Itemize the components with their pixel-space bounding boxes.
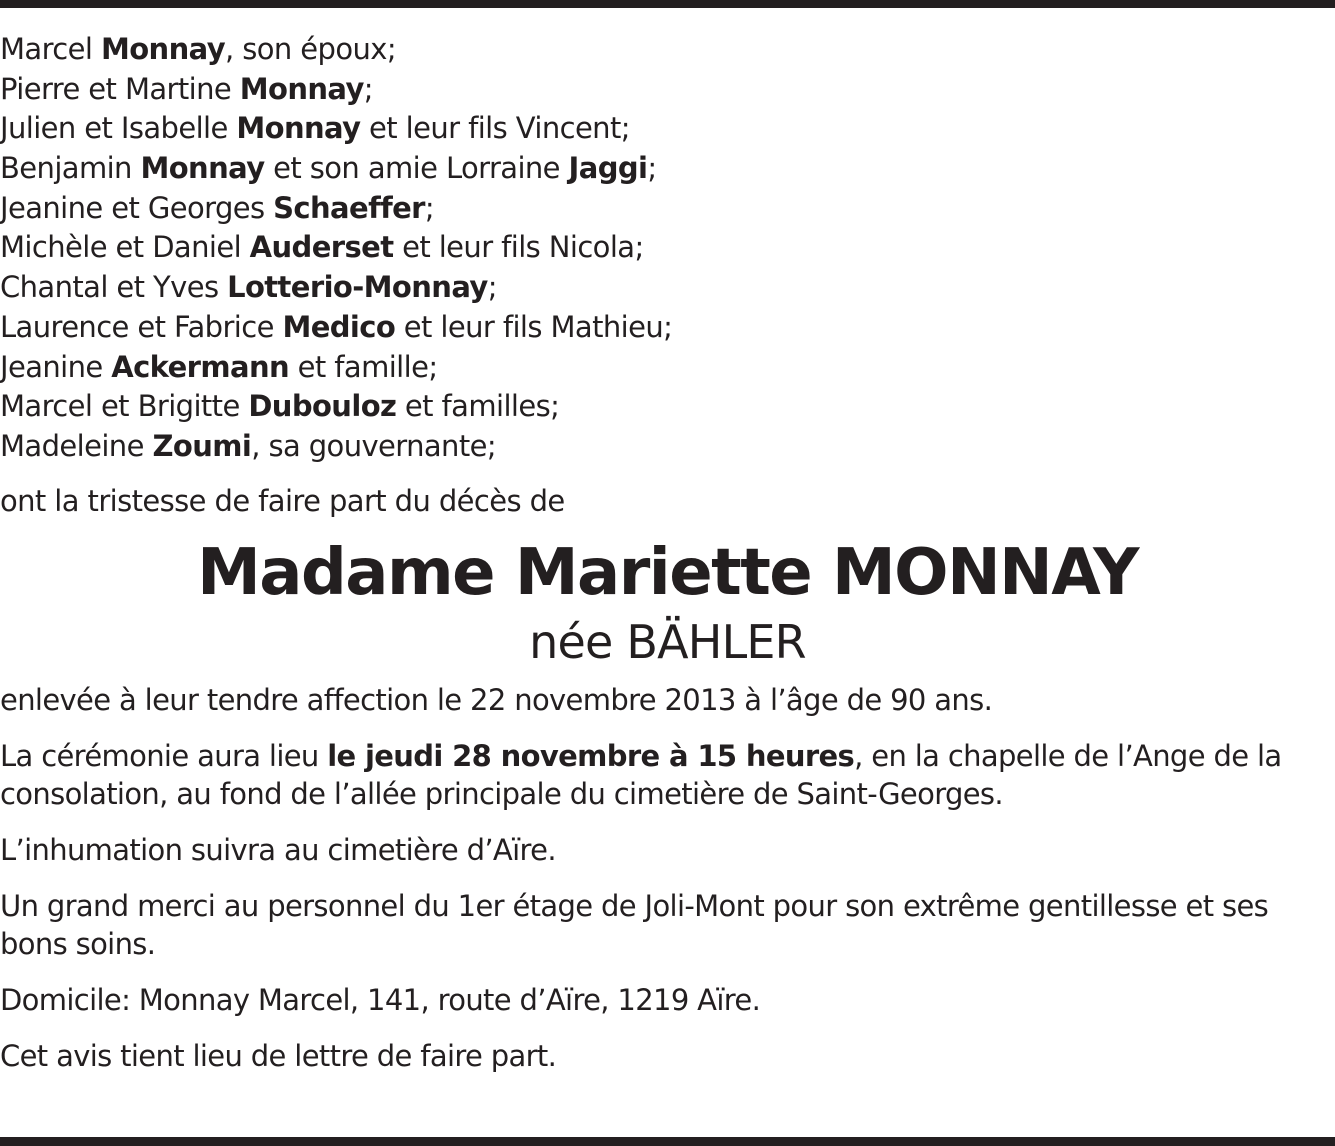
bottom-rule — [0, 1137, 1335, 1146]
mourner-line: Michèle et Daniel Auderset et leur fils Nicola; — [0, 230, 644, 265]
mourner-line: Marcel Monnay, son époux; — [0, 32, 397, 66]
ceremony-datetime: le jeudi 28 novembre à 15 heures — [327, 738, 855, 773]
domicile-text: Domicile: Monnay Marcel, 141, route d’Aïre, 1219 Aïre. — [0, 982, 761, 1017]
mourner-line: Laurence et Fabrice Medico et leur fils Mathieu; — [0, 309, 673, 344]
deceased-name: Madame Mariette MONNAY — [197, 535, 1138, 610]
mourner-line: Marcel et Brigitte Dubouloz et familles; — [0, 389, 560, 424]
ceremony-text: La cérémonie aura lieu le jeudi 28 novembre à 15 heures, en la chapelle de l’Ange de la consolation, au fond de l’allée principale du cimetière de Saint-Georges. — [0, 738, 1282, 811]
mourner-line: Chantal et Yves Lotterio-Monnay; — [0, 270, 497, 305]
obituary-notice — [0, 30, 1335, 1075]
mourner-line: Benjamin Monnay et son amie Lorraine Jaggi; — [0, 151, 657, 186]
death-date-text: enlevée à leur tendre affection le 22 novembre 2013 à l’âge de 90 ans. — [0, 682, 993, 717]
top-rule — [0, 0, 1335, 8]
closing-text: Cet avis tient lieu de lettre de faire part. — [0, 1038, 557, 1073]
mourner-line: Jeanine et Georges Schaeffer; — [0, 190, 435, 225]
mourner-line: Julien et Isabelle Monnay et leur fils Vincent; — [0, 111, 630, 146]
mourners-list — [0, 30, 1335, 467]
thanks-text: Un grand merci au personnel du 1er étage de Joli-Mont pour son extrême gentillesse et ses bons soins. — [0, 888, 1269, 961]
announcement-text: ont la tristesse de faire part du décès de — [0, 483, 565, 518]
mourner-line: Jeanine Ackermann et famille; — [0, 349, 438, 384]
burial-text: L’inhumation suivra au cimetière d’Aïre. — [0, 832, 556, 867]
mourner-line: Pierre et Martine Monnay; — [0, 71, 373, 106]
maiden-name: née BÄHLER — [529, 614, 806, 669]
mourner-line: Madeleine Zoumi, sa gouvernante; — [0, 428, 497, 463]
